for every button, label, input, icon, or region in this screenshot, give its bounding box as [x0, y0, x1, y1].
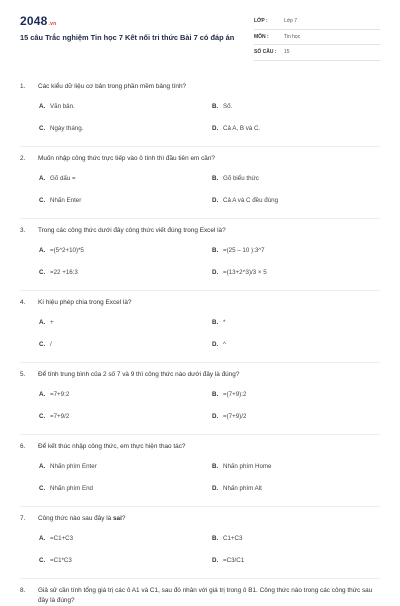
question-text [38, 154, 380, 164]
option-text: Văn bản. [50, 103, 75, 110]
question-text [38, 298, 380, 308]
option-text: =(13+2^3)/3 × 5 [223, 269, 267, 276]
question-number: 8. [20, 587, 26, 594]
option-letter: C. [39, 485, 46, 492]
option-letter: D. [212, 125, 219, 132]
option-letter: C. [39, 197, 46, 204]
option-text: =C1+C3 [50, 535, 74, 542]
question-item [0, 578, 400, 604]
option-letter: D. [212, 341, 219, 348]
option-text: Cả A, B và C. [223, 125, 261, 132]
page-header [0, 0, 400, 66]
option-letter: A. [39, 319, 46, 326]
option-text: + [50, 319, 54, 326]
option-letter: D. [212, 413, 219, 420]
meta-label: MÔN : [254, 33, 269, 40]
meta-info [254, 14, 380, 61]
question-number: 3. [20, 227, 26, 234]
option-letter: D. [212, 197, 219, 204]
meta-value: 15 [284, 49, 290, 55]
option-text: Ngày tháng. [50, 125, 84, 132]
option-text: =C1*C3 [50, 557, 72, 564]
option-text: / [50, 341, 52, 348]
option-letter: A. [39, 535, 46, 542]
question-number: 6. [20, 443, 26, 450]
option-letter: A. [39, 247, 46, 254]
question-number: 5. [20, 371, 26, 378]
question-text-part: Để kết thúc nhập công thức, em thực hiện thao tác? [38, 443, 186, 450]
option-text: =(7+9)/2 [223, 413, 247, 420]
option-letter: A. [39, 103, 46, 110]
question-item [0, 146, 400, 216]
logo-suffix: .vn [48, 21, 57, 27]
option-letter: A. [39, 175, 46, 182]
option-text: =22 +16:3 [50, 269, 78, 276]
question-text-part: Trong các công thức dưới đây công thức viết đúng trong Excel là? [38, 227, 226, 234]
question-divider [20, 218, 380, 219]
option-text: Gõ dấu = [50, 175, 76, 182]
option-letter: B. [212, 175, 219, 182]
option-letter: D. [212, 557, 219, 564]
question-number: 4. [20, 299, 26, 306]
option-text: Cả A và C đều đúng [223, 197, 279, 204]
option-text: =(7+9):2 [223, 391, 247, 398]
question-divider [20, 146, 380, 147]
meta-label: SỐ CÂU : [254, 49, 277, 55]
question-text-part: ? [121, 515, 126, 522]
option-text: Nhấn phím Home [223, 463, 272, 470]
question-divider [20, 290, 380, 291]
question-item [0, 290, 400, 360]
option-letter: A. [39, 391, 46, 398]
meta-row-subject [254, 30, 380, 46]
question-item [0, 218, 400, 288]
question-item [0, 506, 400, 576]
option-text: =C3/C1 [223, 557, 245, 564]
question-text [38, 442, 380, 452]
option-letter: C. [39, 341, 46, 348]
question-text-part: Các kiểu dữ liệu cơ bản trong phần mềm bảng tính? [38, 83, 187, 90]
question-text-emphasis: sai [112, 515, 122, 522]
question-divider [20, 506, 380, 507]
option-letter: C. [39, 557, 46, 564]
question-item [0, 74, 400, 144]
option-text: =(25 – 10 ):3^7 [223, 247, 265, 254]
option-text: =7+9:2 [50, 391, 70, 398]
option-text: =(5^2+10)*5 [50, 247, 84, 254]
option-text: C1+C3 [223, 535, 243, 542]
question-text-part: Muốn nhập công thức trực tiếp vào ô tính thì đầu tiên em cần? [38, 155, 215, 162]
question-text-part: Để tính trung bình của 2 số 7 và 9 thì công thức nào dưới đây là đúng? [38, 371, 240, 378]
option-letter: B. [212, 247, 219, 254]
option-letter: B. [212, 463, 219, 470]
option-text: ^ [223, 341, 226, 348]
option-letter: C. [39, 269, 46, 276]
question-text [38, 514, 380, 524]
question-number: 1. [20, 83, 26, 90]
question-item [0, 434, 400, 504]
option-letter: C. [39, 125, 46, 132]
option-text: Nhấn Enter [50, 197, 82, 204]
option-letter: B. [212, 319, 219, 326]
option-text: Nhấn phím End [50, 485, 93, 492]
question-text [38, 82, 380, 92]
document-title: 15 câu Trắc nghiệm Tin học 7 Kết nối tri thức Bài 7 có đáp án [20, 33, 235, 42]
meta-row-count [254, 45, 380, 61]
logo-text: 2048 [20, 14, 48, 28]
question-divider [20, 362, 380, 363]
meta-value: Lớp 7 [284, 18, 298, 24]
question-number: 2. [20, 155, 26, 162]
question-text [38, 370, 380, 380]
option-text: Nhấn phím Enter [50, 463, 97, 470]
question-text [38, 226, 380, 236]
option-letter: B. [212, 103, 219, 110]
question-text-part: Giả sử cần tính tổng giá trị các ô A1 và C1, sau đó nhân với giá trị trong ô B1. Công thức nào trong các công thức sau đây là đúng? [38, 587, 373, 604]
question-number: 7. [20, 515, 26, 522]
question-divider [20, 578, 380, 579]
option-text: Gõ biểu thức [223, 175, 259, 182]
option-text: Số. [223, 103, 233, 110]
option-text: Nhấn phím Alt [223, 485, 262, 492]
option-letter: D. [212, 269, 219, 276]
meta-label: LỚP : [254, 18, 268, 24]
option-letter: A. [39, 463, 46, 470]
site-logo[interactable] [20, 14, 56, 28]
meta-value: Tin học [284, 33, 301, 40]
option-text: * [223, 319, 226, 326]
question-text-part: Công thức nào sau đây là [38, 515, 113, 522]
meta-row-class [254, 14, 380, 30]
question-text-part: Kí hiệu phép chia trong Excel là? [38, 299, 132, 306]
question-item [0, 362, 400, 432]
option-letter: D. [212, 485, 219, 492]
question-divider [20, 434, 380, 435]
option-letter: C. [39, 413, 46, 420]
option-letter: B. [212, 535, 219, 542]
question-text [38, 586, 380, 606]
option-text: =7+9/2 [50, 413, 70, 420]
option-letter: B. [212, 391, 219, 398]
